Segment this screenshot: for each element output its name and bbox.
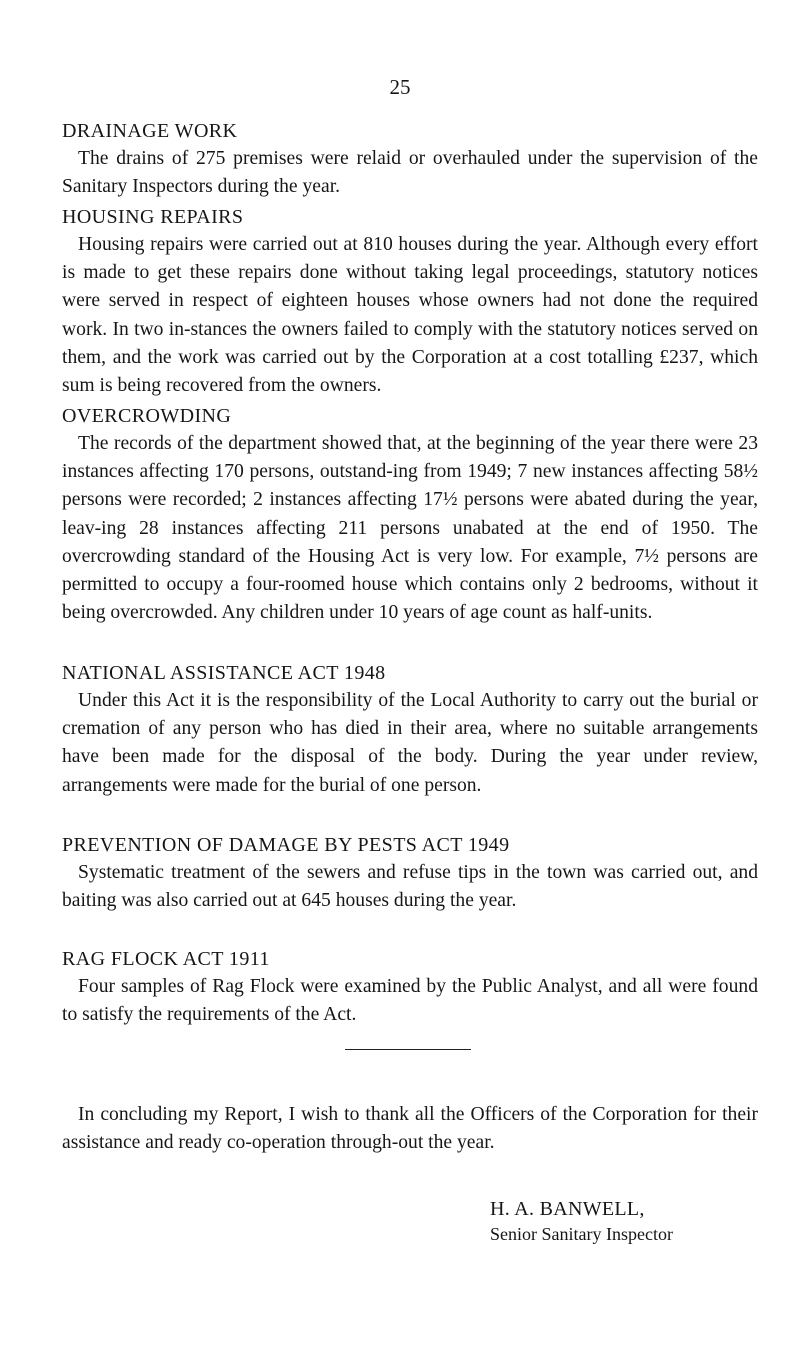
section-body: Systematic treatment of the sewers and refuse tips in the town was carried out, and baiting was also carried out at 645 houses during the year. bbox=[62, 862, 758, 912]
section-heading: RAG FLOCK ACT 1911 bbox=[62, 948, 270, 970]
signatory-name: H. A. BANWELL, bbox=[490, 1198, 645, 1220]
conclusion-body: In concluding my Report, I wish to thank all the Officers of the Corporation for their assistance and ready co-operation through-out the year. bbox=[62, 1104, 758, 1154]
conclusion bbox=[62, 1101, 758, 1157]
signatory-title: Senior Sanitary Inspector bbox=[490, 1224, 673, 1244]
section-body: Four samples of Rag Flock were examined by the Public Analyst, and all were found to satisfy the requirements of the Act. bbox=[62, 976, 758, 1026]
section-heading: OVERCROWDING bbox=[62, 405, 232, 427]
section-national-assistance-act bbox=[62, 659, 758, 800]
section-drainage-work bbox=[62, 117, 758, 201]
section-divider bbox=[345, 1049, 471, 1050]
section-heading: PREVENTION OF DAMAGE BY PESTS ACT 1949 bbox=[62, 834, 510, 856]
section-overcrowding bbox=[62, 402, 758, 627]
section-body: The records of the department showed that, at the beginning of the year there were 23 instances affecting 170 persons, outstand-ing from 1949; 7 new instances affecting 58½ persons were recorded; 2 instances affecting 17½ persons were abated during the year, leav-ing 28 instances affecting 211 persons unabated at the end of 1950. The overcrowding standard of the Housing Act is very low. For example, 7½ persons are permitted to occupy a four-roomed house which contains only 2 bedrooms, without it being overcrowded. Any children under 10 years of age count as half-units. bbox=[62, 433, 758, 624]
section-rag-flock-act bbox=[62, 945, 758, 1029]
section-prevention-of-damage-by-pests-act bbox=[62, 831, 758, 915]
section-housing-repairs bbox=[62, 203, 758, 400]
section-heading: HOUSING REPAIRS bbox=[62, 206, 244, 228]
section-heading: NATIONAL ASSISTANCE ACT 1948 bbox=[62, 662, 386, 684]
section-heading: DRAINAGE WORK bbox=[62, 120, 238, 142]
section-body: Under this Act it is the responsibility of the Local Authority to carry out the burial or cremation of any person who has died in their area, where no suitable arrangements have been made for the disposal of the body. During the year under review, arrangements were made for the burial of one person. bbox=[62, 690, 758, 796]
section-body: The drains of 275 premises were relaid or overhauled under the supervision of the Sanitary Inspectors during the year. bbox=[62, 148, 758, 198]
section-body: Housing repairs were carried out at 810 houses during the year. Although every effort is made to get these repairs done without taking legal proceedings, statutory notices were served in respect of eighteen houses whose owners had not done the required work. In two in-stances the owners failed to comply with the statutory notices served on them, and the work was carried out by the Corporation at a cost totalling £237, which sum is being recovered from the owners. bbox=[62, 234, 758, 397]
page-number: 25 bbox=[389, 75, 411, 99]
signature-block bbox=[490, 1196, 770, 1246]
